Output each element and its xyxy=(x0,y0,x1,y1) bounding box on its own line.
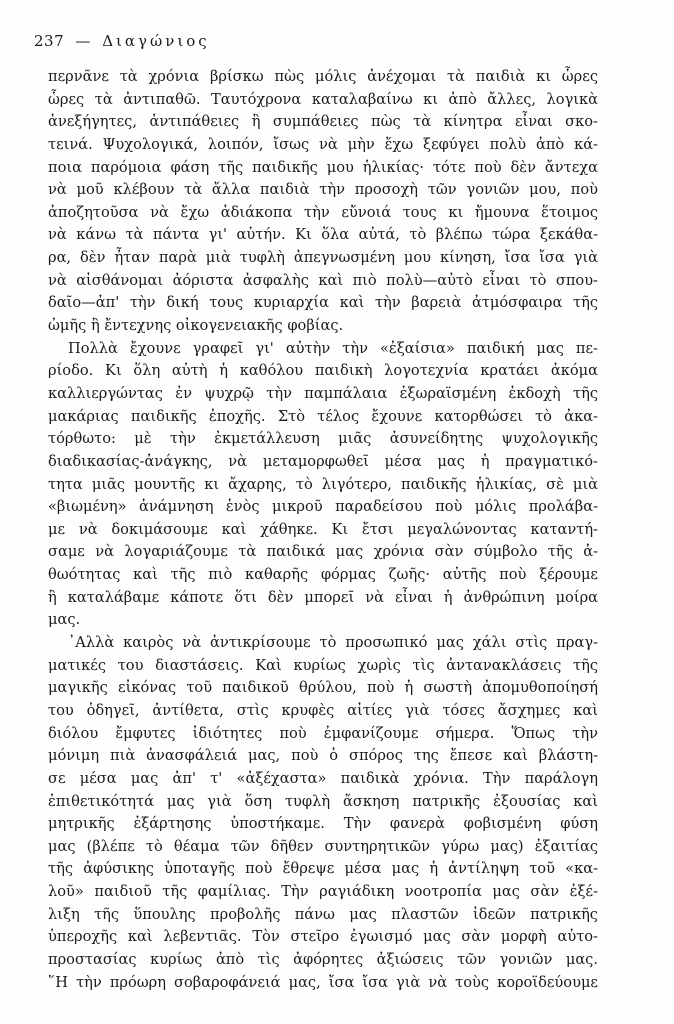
text-line: μαγικῆς εἰκόνας τοῦ παιδικοῦ θρύλου, ποὺ ἡ σωστὴ ἀπομυθοποίησή xyxy=(48,679,598,697)
text-line: μακάριας παιδικῆς ἐποχῆς. Στὸ τέλος ἔχουνε κατορθώσει τὸ ἀκα- xyxy=(48,407,598,425)
text-line: τῆς ἀφύσικης ὑποταγῆς ποὺ ἔθρεψε μέσα μας ἡ ἀντίληψη τοῦ «κα- xyxy=(48,860,598,878)
text-line: ῞Η τὴν πρόωρη σοβαροφάνειά μας, ἴσα ἴσα γιὰ νὰ τοὺς κοροϊδεύουμε xyxy=(48,973,598,991)
text-line: ποια παρόμοια φάση τῆς παιδικῆς μου ἡλικίας· τότε ποὺ δὲν ἄντεχα xyxy=(48,158,598,176)
text-line: διόλου ἔμφυτες ἰδιότητες ποὺ ἐμφανίζουμε σήμερα. Ὅπως τὴν xyxy=(48,724,598,742)
running-header xyxy=(34,32,210,50)
text-line: ὧρες τὰ ἀντιπαθῶ. Ταυτόχρονα καταλαβαίνω κι ἀπὸ ἄλλες, λογικὰ xyxy=(48,90,598,108)
text-line: ᾿Αλλὰ καιρὸς νὰ ἀντικρίσουμε τὸ προσωπικό μας χάλι στὶς πραγ- xyxy=(68,634,598,652)
text-line: προστασίας κυρίως ἀπὸ τὶς ἀφόρητες ἀξιώσεις τῶν γονιῶν μας. xyxy=(48,950,598,968)
text-line: τόρθωτο: μὲ τὴν ἐκμετάλλευση μιᾶς ἀσυνείδητης ψυχολογικῆς xyxy=(48,430,598,448)
text-line: τητα μιᾶς μουντῆς κι ἄχαρης, τὸ λιγότερο, παιδικῆς ἡλικίας, σὲ μιὰ xyxy=(48,475,598,493)
text-line: νὰ κάνω τὰ πάντα γι' αὐτήν. Κι ὅλα αὐτά, τὸ βλέπω τώρα ξεκάθα- xyxy=(48,226,598,244)
text-line: λοῦ» παιδιοῦ τῆς φαμίλιας. Τὴν ραγιάδικη νοοτροπία μας σὰν ἐξέ- xyxy=(48,883,598,901)
text-line: θωότητας καὶ τῆς πιὸ καθαρῆς φόρμας ζωῆς· αὐτῆς ποὺ ξέρουμε xyxy=(48,566,598,584)
text-line: διαδικασίας-ἀνάγκης, νὰ μεταμορφωθεῖ μέσα μας ἡ πραγματικό- xyxy=(48,452,598,470)
text-line: μας. xyxy=(48,611,81,629)
text-line: καλλιεργώντας ἐν ψυχρῷ τὴν παμπάλαια ἐξωραϊσμένη ἐκδοχὴ τῆς xyxy=(48,384,598,402)
text-line: νὰ μοῦ κλέβουν τὰ ἄλλα παιδιὰ τὴν προσοχὴ τῶν γονιῶν μου, ποὺ xyxy=(48,181,598,199)
text-line: τεινά. Ψυχολογικά, λοιπόν, ἴσως νὰ μὴν ἔχω ξεφύγει πολὺ ἀπὸ κά- xyxy=(48,135,598,153)
text-line: του ὁδηγεῖ, ἀντίθετα, στὶς κρυφὲς αἰτίες γιὰ τόσες ἄσχημες καὶ xyxy=(48,701,598,719)
text-line: «βιωμένη» ἀνάμνηση ἑνὸς μικροῦ παραδείσου ποὺ μόλις προλάβα- xyxy=(48,498,598,516)
text-line: Πολλὰ ἔχουνε γραφεῖ γι' αὐτὴν τὴν «ἐξαίσια» παιδική μας πε- xyxy=(68,339,598,357)
text-line: ὠμῆς ἢ ἔντεχνης οἰκογενειακῆς φοβίας. xyxy=(48,317,344,335)
text-line: σε μέσα μας ἀπ' τ' «ἀξέχαστα» παιδικὰ χρόνια. Τὴν παράλογη xyxy=(48,769,598,787)
text-line: ρα, δὲν ἦταν παρὰ μιὰ τυφλὴ ἀπεγνωσμένη μου κίνηση, ἴσα ἴσα γιὰ xyxy=(48,249,598,267)
text-line: ἀποζητοῦσα νὰ ἔχω ἀδιάκοπα τὴν εὔνοιά τους κι ἤμουνα ἕτοιμος xyxy=(48,203,598,221)
text-line: σαμε νὰ λογαριάζουμε τὰ παιδικά μας χρόνια σὰν σύμβολο τῆς ἀ- xyxy=(48,543,598,561)
text-line: λιξη τῆς ὕπουλης προβολῆς πάνω μας πλαστῶν ἰδεῶν πατρικῆς xyxy=(48,905,598,923)
text-line: ὑπεροχῆς καὶ λεβεντιᾶς. Τὸν στεῖρο ἐγωισμό μας σὰν μορφὴ αὐτο- xyxy=(48,928,598,946)
page-number: 237 xyxy=(34,32,65,50)
header-dash: — xyxy=(75,32,91,50)
text-line: μητρικῆς ἐξάρτησης ὑποστήκαμε. Τὴν φανερὰ φοβισμένη φύση xyxy=(48,815,598,833)
text-line: μόνιμη πιὰ ἀνασφάλειά μας, ποὺ ὁ σπόρος της ἔπεσε καὶ βλάστη- xyxy=(48,747,598,765)
text-line: με νὰ δοκιμάσουμε καὶ χάθηκε. Κι ἔτσι μεγαλώνοντας καταντή- xyxy=(48,520,598,538)
text-line: ἢ καταλάβαμε κάποτε ὅτι δὲν μπορεῖ νὰ εἶναι ἡ ἀνθρώπινη μοίρα xyxy=(48,588,598,606)
body-text xyxy=(48,66,598,994)
book-title: Διαγώνιος xyxy=(102,32,210,50)
text-line: ἀνεξήγητες, ἀντιπάθειες ἢ συμπάθειες πὼς τὰ κίνητρα εἶναι σκο- xyxy=(48,113,598,131)
text-line: περνᾶνε τὰ χρόνια βρίσκω πὼς μόλις ἀνέχομαι τὰ παιδιὰ κι ὧρες xyxy=(48,68,598,85)
text-line: ἐπιθετικότητά μας γιὰ ὅση τυφλὴ ἄσκηση πατρικῆς ἐξουσίας καὶ xyxy=(48,792,598,810)
text-line: ματικές του διαστάσεις. Καὶ κυρίως χωρὶς τὶς ἀντανακλάσεις τῆς xyxy=(48,656,598,674)
text-line: μας (βλέπε τὸ θέαμα τῶν δῆθεν συντηρητικῶν γύρω μας) ἐξαιτίας xyxy=(48,837,598,855)
text-line: ρίοδο. Κι ὅλη αὐτὴ ἡ καθόλου παιδικὴ λογοτεχνία κρατάει ἀκόμα xyxy=(48,362,598,380)
text-line: νὰ αἰσθάνομαι ἀόριστα ἀσφαλὴς καὶ πιὸ πολὺ—αὐτὸ εἶναι τὸ σπου- xyxy=(48,271,598,289)
text-line: δαῖο—ἀπ' τὴν δική τους κυριαρχία καὶ τὴν βαρειὰ ἀτμόσφαιρα τῆς xyxy=(48,294,598,312)
